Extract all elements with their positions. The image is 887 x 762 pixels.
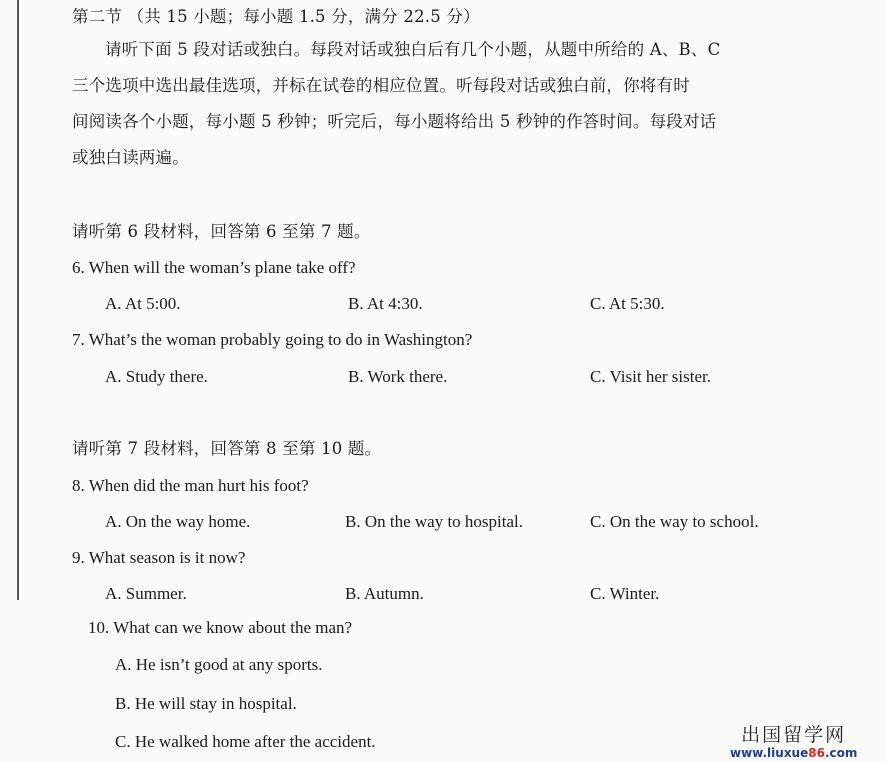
- option-b: B. Autumn.: [345, 584, 424, 603]
- option-b: B. At 4:30.: [348, 294, 423, 313]
- question-stem: 10. What can we know about the man?: [88, 618, 353, 637]
- page-margin-line: [17, 0, 19, 600]
- option-b: B. On the way to hospital.: [345, 512, 524, 531]
- option-a: A. Summer.: [105, 584, 187, 603]
- option-c: C. Winter.: [590, 584, 660, 603]
- question-stem: 9. What season is it now?: [72, 548, 246, 567]
- option-c: C. On the way to school.: [590, 512, 759, 531]
- option-a: A. On the way home.: [105, 512, 251, 531]
- url-prefix: www.liuxue: [730, 746, 809, 760]
- section-title: 第二节 （共 15 小题；每小题 1.5 分，满分 22.5 分）: [72, 7, 480, 26]
- instruction-line: 三个选项中选出最佳选项，并标在试卷的相应位置。听每段对话或独白前，你将有时: [72, 76, 690, 95]
- watermark-logo: [730, 724, 857, 760]
- option-b: B. He will stay in hospital.: [115, 694, 297, 713]
- option-c: C. At 5:30.: [590, 294, 665, 313]
- option-a: A. At 5:00.: [105, 294, 181, 313]
- watermark-name: 出国留学网: [741, 724, 847, 746]
- url-suffix: .com: [824, 746, 858, 760]
- instruction-line: 或独白读两遍。: [72, 148, 189, 167]
- group-heading: 请听第 6 段材料，回答第 6 至第 7 题。: [72, 222, 371, 241]
- question-stem: 8. When did the man hurt his foot?: [72, 476, 309, 495]
- instruction-line: 请听下面 5 段对话或独白。每段对话或独白后有几个小题，从题中所给的 A、B、C: [105, 40, 721, 59]
- url-highlight: 86: [808, 746, 825, 760]
- question-stem: 6. When will the woman’s plane take off?: [72, 258, 356, 277]
- option-b: B. Work there.: [348, 367, 448, 386]
- instruction-line: 间阅读各个小题，每小题 5 秒钟；听完后，每小题将给出 5 秒钟的作答时间。每段对话: [72, 112, 717, 131]
- option-c: C. Visit her sister.: [590, 367, 711, 386]
- option-a: A. Study there.: [105, 367, 208, 386]
- watermark-url: [730, 746, 857, 760]
- question-stem: 7. What’s the woman probably going to do in Washington?: [72, 330, 473, 349]
- option-a: A. He isn’t good at any sports.: [115, 655, 323, 674]
- group-heading: 请听第 7 段材料，回答第 8 至第 10 题。: [72, 439, 382, 458]
- option-c: C. He walked home after the accident.: [115, 732, 376, 751]
